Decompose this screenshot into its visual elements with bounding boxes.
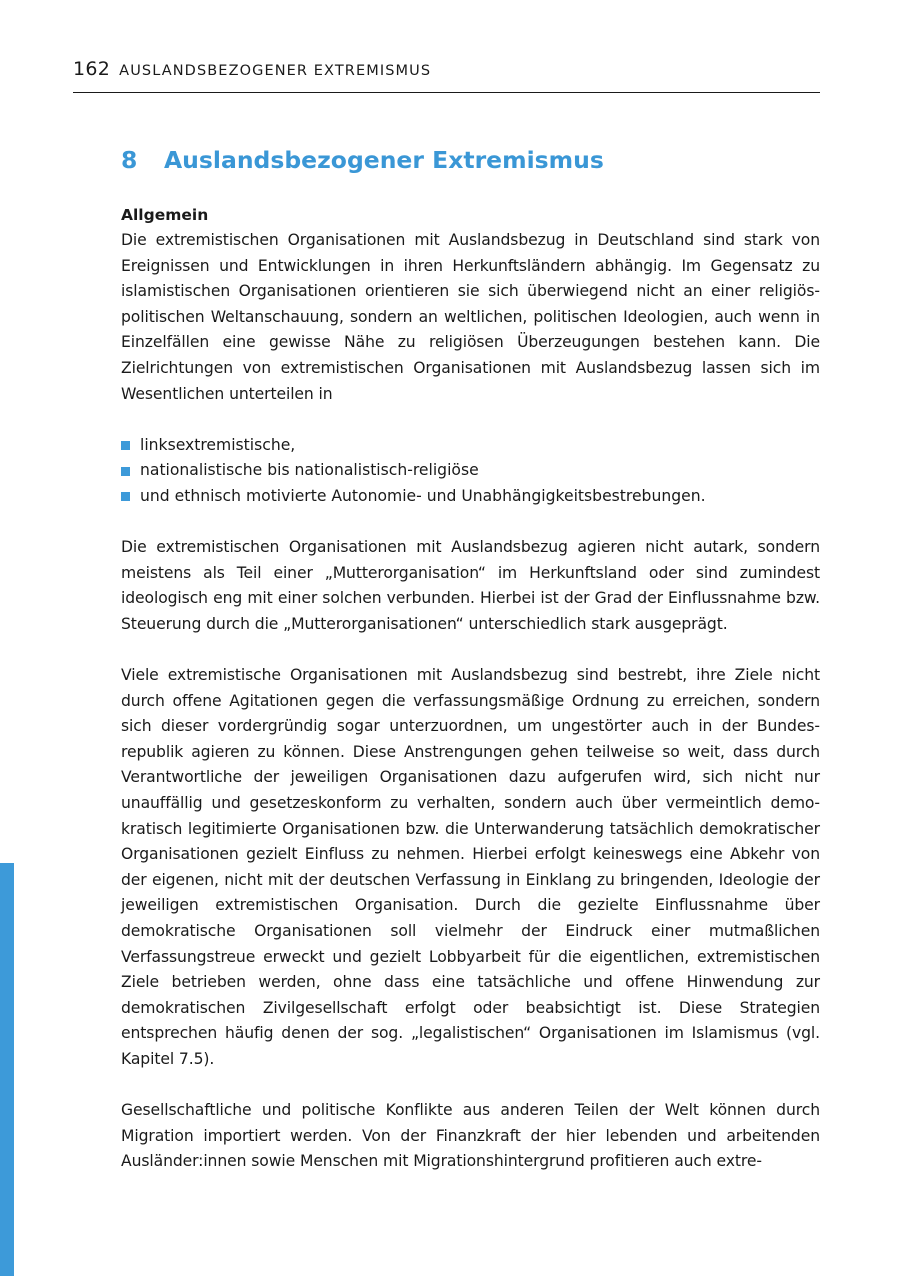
bullet-list [121,433,820,510]
list-item [121,484,820,510]
section-heading: Allgemein [121,206,209,224]
bullet-square-icon [121,492,130,501]
list-item [121,433,820,459]
paragraph-strategies: Viele extremistische Organisationen mit Auslandsbezug sind bestrebt, ihre Ziele nicht durch offene Agitationen gegen die verfassungsmäßige Ordnung zu erreichen, sondern sich dieser vordergründig sogar unterzuordnen, um ungestörter auch in der Bundesrepublik agieren zu können. Diese Anstrengungen gehen teilweise so weit, dass durch Verantwortliche der jeweiligen Organisationen dazu aufgerufen wird, sich nicht nur unauffällig und gesetzeskonform zu verhalten, sondern auch über vermeintlich demokratisch legitimierte Organisationen bzw. die Unterwanderung tatsächlich demokratischer Organisationen gezielt Einfluss zu nehmen. Hierbei erfolgt keineswegs eine Abkehr von der eigenen, nicht mit der deutschen Verfassung in Einklang zu bringenden, Ideologie der jeweiligen extremistischen Organisation. Durch die gezielte Einflussnahme über demokratische Organisationen soll vielmehr der Eindruck einer mutmaßlichen Verfassungstreue erweckt und gezielt Lobbyarbeit für die eigentlichen, extremistischen Ziele betrieben werden, ohne dass eine tatsächliche und offene Hinwendung zur demokratischen Zivilgesellschaft erfolgt oder beabsichtigt ist. Diese Strategien entsprechen häufig denen der sog. „legalistischen“ Organisationen im Islamismus (vgl. Kapitel 7.5). [121,666,820,1068]
paragraph-mutterorganisation: Die extremistischen Organisationen mit Auslandsbezug agieren nicht autark, sondern meistens als Teil einer „Mutterorganisation“ im Herkunftsland oder sind zumindest ideologisch eng mit einer solchen verbunden. Hierbei ist der Grad der Einflussnahme bzw. Steuerung durch die „Mutterorganisationen“ unterschiedlich stark ausgeprägt. [121,538,820,633]
bullet-square-icon [121,467,130,476]
page-number: 162 [73,58,111,80]
list-item-text: linksextremistische, [140,435,296,454]
bullet-square-icon [121,441,130,450]
chapter-heading [121,140,820,180]
chapter-title: Auslandsbezogener Extremismus [164,146,604,174]
running-header [73,58,820,93]
intro-paragraph: Die extremistischen Organisationen mit Auslandsbezug in Deutschland sind stark von Ereignissen und Entwicklungen in ihren Herkunftsländern abhängig. Im Gegensatz zu islamistischen Organisationen orientieren sie sich überwiegend nicht an einer religiöspolitischen Weltanschauung, sondern an weltlichen, politischen Ideologien, auch wenn in Einzelfällen eine gewisse Nähe zu religiösen Überzeugungen bestehen kann. Die Zielrichtungen von extremistischen Organisationen mit Auslandsbezug lassen sich im Wesentlichen unterteilen in [121,231,820,403]
list-item [121,458,820,484]
running-title: AUSLANDSBEZOGENER EXTREMISMUS [119,63,432,79]
paragraph-migration: Gesellschaftliche und politische Konflikte aus anderen Teilen der Welt können durch Migration importiert werden. Von der Finanzkraft der hier lebenden und arbeitenden Ausländer:innen sowie Menschen mit Migrationshintergrund profitieren auch extre- [121,1101,820,1171]
page-content [121,140,820,1175]
list-item-text: nationalistische bis nationalistisch-religiöse [140,461,479,480]
chapter-side-tab [0,863,14,1276]
chapter-number: 8 [121,146,138,174]
list-item-text: und ethnisch motivierte Autonomie- und Unabhängigkeitsbestrebungen. [140,486,706,505]
